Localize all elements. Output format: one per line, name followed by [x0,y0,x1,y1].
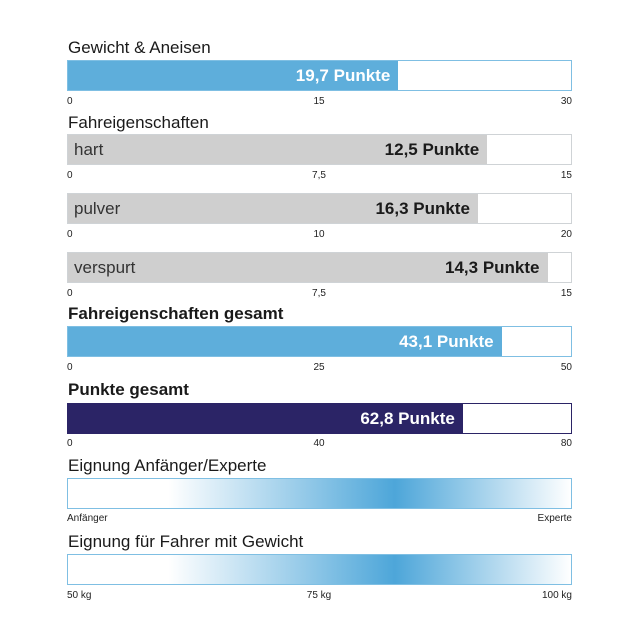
chart-title-eignung-anfaenger-experte: Eignung Anfänger/Experte [68,456,267,475]
tick-label: 0 [67,229,73,240]
chart-title-fahreigenschaften-gesamt: Fahreigenschaften gesamt [68,304,284,323]
tick-label: 15 [313,96,325,107]
bar-label-verspurt: verspurt [74,258,136,277]
tick-label: 80 [560,438,572,449]
gradient-scale-gewicht [67,554,572,585]
tick-label: 0 [67,288,73,299]
tick-label: 15 [560,170,572,181]
tick-label: 0 [67,96,73,107]
gradient-scale-anfaenger-experte [67,478,572,509]
bar-pulver [67,193,572,224]
tick-label: 75 kg [306,590,332,601]
chart-title-gewicht: Gewicht & Aneisen [68,38,211,57]
bar-punkte-gesamt [67,403,572,434]
chart-title-eignung-gewicht: Eignung für Fahrer mit Gewicht [68,532,304,551]
tick-label: 25 [313,362,325,373]
tick-label: Anfänger [67,513,108,524]
tick-label: 100 kg [541,590,572,601]
bar-value-pulver: 16,3 Punkte [375,199,470,218]
bar-hart [67,134,572,165]
tick-label: Experte [537,513,572,524]
tick-label: 0 [67,362,73,373]
tick-label: 7,5 [312,170,326,181]
bar-label-hart: hart [74,140,104,159]
bar-label-pulver: pulver [74,199,121,218]
bar-fahreigenschaften-gesamt [67,326,572,357]
chart-title-punkte-gesamt: Punkte gesamt [68,380,189,399]
bar-value-gewicht: 19,7 Punkte [295,66,391,85]
chart-title-fahreigenschaften: Fahreigenschaften [68,113,209,132]
tick-label: 7,5 [312,288,326,299]
tick-label: 40 [313,438,325,449]
tick-label: 50 kg [67,590,92,601]
tick-label: 0 [67,438,73,449]
bar-value-fahreigenschaften-gesamt: 43,1 Punkte [399,332,494,351]
bar-verspurt [67,252,572,283]
bar-value-punkte-gesamt: 62,8 Punkte [360,409,455,428]
tick-label: 15 [560,288,572,299]
tick-label: 0 [67,170,73,181]
tick-label: 50 [560,362,572,373]
tick-label: 20 [560,229,572,240]
tick-label: 10 [313,229,325,240]
bar-value-verspurt: 14,3 Punkte [445,258,540,277]
tick-label: 30 [560,96,572,107]
bar-gewicht [67,60,572,91]
bar-value-hart: 12,5 Punkte [384,140,480,159]
